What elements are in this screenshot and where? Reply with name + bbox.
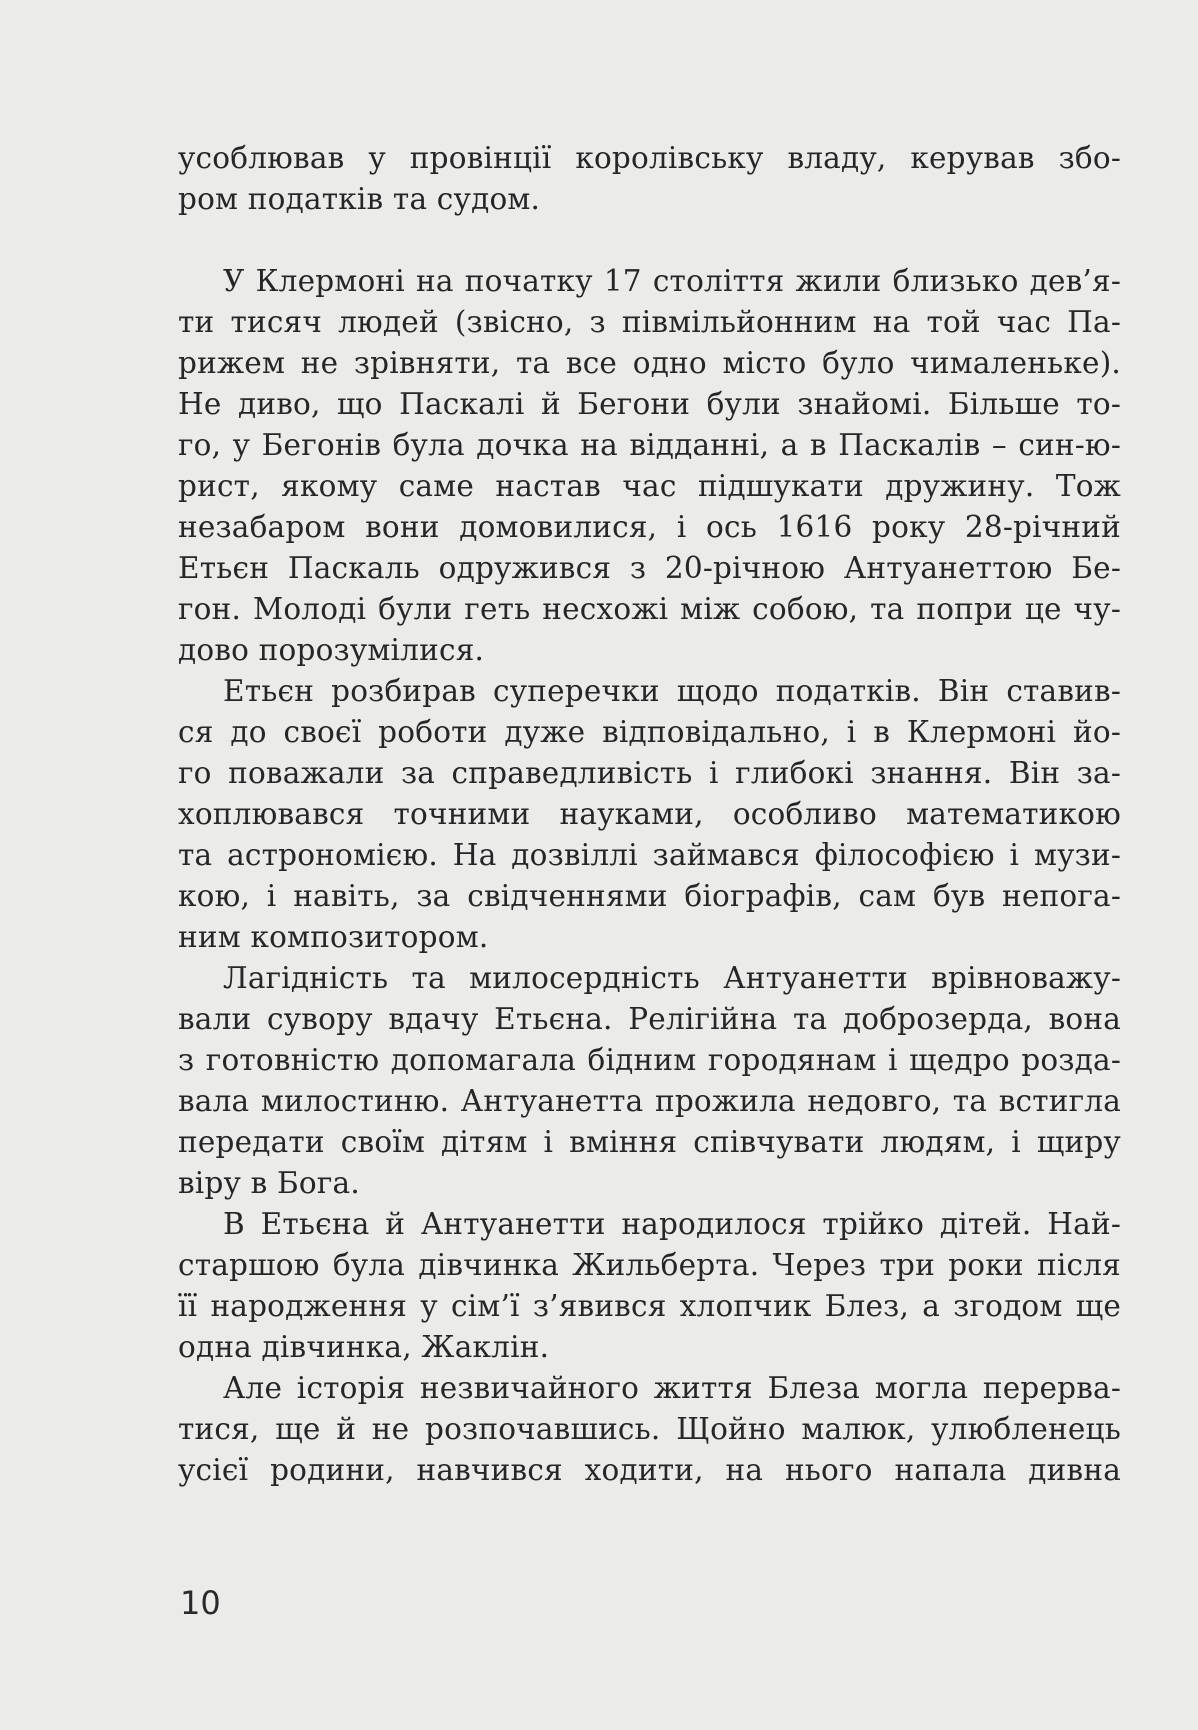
text-line: ти тисяч людей (звісно, з півмільйонним на той час Па- — [178, 305, 1121, 339]
text-line: віру в Бога. — [178, 1166, 360, 1200]
text-line: вали сувору вдачу Етьєна. Релігійна та доброзерда, вона — [178, 1002, 1121, 1036]
text-line: Не диво, що Паскалі й Бегони були знайомі. Більше то- — [178, 387, 1121, 421]
text-line: Лагідність та милосердність Антуанетти врівноважу- — [223, 961, 1121, 995]
text-line: усієї родини, навчився ходити, на нього напала дивна — [178, 1453, 1121, 1487]
text-line: незабаром вони домовилися, і ось 1616 року 28-річний — [178, 510, 1121, 544]
text-line: з готовністю допомагала бідним городянам і щедро розда- — [178, 1043, 1121, 1077]
text-line: ним композитором. — [178, 920, 489, 954]
text-line: одна дівчинка, Жаклін. — [178, 1330, 550, 1364]
text-line: ром податків та судом. — [178, 182, 541, 216]
paragraph-4 — [178, 958, 1121, 1204]
paragraph-5 — [178, 1204, 1121, 1368]
paragraph-6 — [178, 1368, 1121, 1491]
text-line: кою, і навіть, за свідченнями біографів, сам був непога- — [178, 879, 1121, 913]
text-line: ся до своєї роботи дуже відповідально, і в Клермоні йо- — [178, 715, 1121, 749]
paragraph-2 — [178, 261, 1121, 671]
text-line: усоблював у провінції королівську владу, керував збо- — [178, 141, 1121, 175]
text-line: рист, якому саме настав час підшукати дружину. Тож — [178, 469, 1121, 503]
text-line: Але історія незвичайного життя Блеза могла перерва- — [223, 1371, 1121, 1405]
text-line: Етьєн Паскаль одружився з 20-річною Антуанеттою Бе- — [178, 551, 1121, 585]
text-line: вала милостиню. Антуанетта прожила недовго, та встигла — [178, 1084, 1121, 1118]
text-line: рижем не зрівняти, та все одно місто було чималеньке). — [178, 346, 1121, 380]
text-line: гон. Молоді були геть несхожі між собою, та попри це чу- — [178, 592, 1121, 626]
paragraph-3 — [178, 671, 1121, 958]
paragraph-1 — [178, 138, 1121, 220]
text-line: дово порозумілися. — [178, 633, 485, 667]
text-line: тися, ще й не розпочавшись. Щойно малюк, улюбленець — [178, 1412, 1121, 1446]
text-line: Етьєн розбирав суперечки щодо податків. Він ставив- — [223, 674, 1121, 708]
text-line: старшою була дівчинка Жильберта. Через три роки після — [178, 1248, 1121, 1282]
body-text — [178, 138, 1121, 1491]
text-line: В Етьєна й Антуанетти народилося трійко дітей. Най- — [223, 1207, 1121, 1241]
text-line: її народження у сім’ї з’явився хлопчик Блез, а згодом ще — [178, 1289, 1121, 1323]
text-line: та астрономією. На дозвіллі займався філософією і музи- — [178, 838, 1121, 872]
text-line: передати своїм дітям і вміння співчувати людям, і щиру — [178, 1125, 1121, 1159]
page-number: 10 — [180, 1584, 221, 1622]
text-line: У Клермоні на початку 17 століття жили близько дев’я- — [223, 264, 1121, 298]
text-line: го поважали за справедливість і глибокі знання. Він за- — [178, 756, 1121, 790]
text-line: хоплювався точними науками, особливо математикою — [178, 797, 1121, 831]
text-line: го, у Бегонів була дочка на відданні, а в Паскалів – син-ю- — [178, 428, 1121, 462]
